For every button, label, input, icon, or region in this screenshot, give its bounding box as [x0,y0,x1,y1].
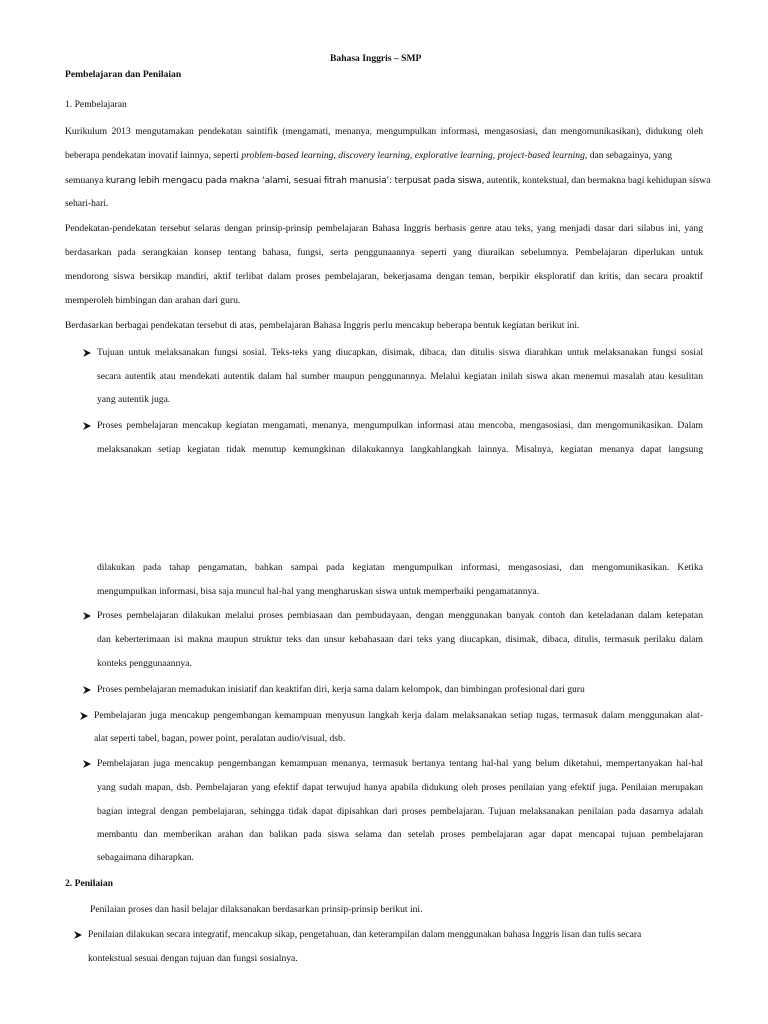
section-heading-penilaian: 2. Penilaian [65,878,113,889]
section-heading-pembelajaran: 1. Pembelajaran [65,99,127,110]
bullet-line: dilakukan pada tahap pengamatan, bahkan sampai pada kegiatan mengumpulkan informasi, mengasosiasi, dan mengomunikasikan. Ketika [97,562,703,573]
arrow-bullet-icon [74,929,83,941]
document-title: Bahasa Inggris – SMP [330,53,422,64]
bullet-line: Proses pembelajaran memadukan inisiatif dan keaktifan diri, kerja sama dalam kelompok, dan bimbingan profesional dari guru [97,684,585,695]
arrow-bullet-icon [83,347,92,359]
bullet-line: secara autentik atau mendekati autentik dalam hal sumber maupun penggunannya. Melalui kegiatan inilah siswa akan menemui masalah atau kesulitan [97,371,703,382]
paragraph-line: Kurikulum 2013 mengutamakan pendekatan saintifik (mengamati, menanya, mengumpulkan informasi, mengasosiasi, dan mengomunikasikan), didukung oleh [65,126,703,137]
paragraph-line: berdasarkan pada serangkaian konsep tentang bahasa, fungsi, serta penggunaannya seperti yang diuraikan sebelumnya. Pembelajaran diperlukan untuk [65,247,703,258]
handwritten-phrase: kurang lebih mengacu pada makna ‘alami, sesuai fitrah manusia’: terpusat pada siswa, [105,176,485,186]
bullet-line: alat seperti tabel, bagan, power point, peralatan audio/visual, dsb. [94,733,346,744]
paragraph-line: semuanya kurang lebih mengacu pada makna ‘alami, sesuai fitrah manusia’: terpusat pada siswa, autentik, kontekstual, dan bermakna bagi kehidupan siswa [65,175,711,186]
bullet-line: mengumpulkan informasi, bisa saja muncul hal-hal yang mengharuskan siswa untuk memperbaiki pengamatannya. [97,586,539,597]
bullet-line: Proses pembelajaran mencakup kegiatan mengamati, menanya, mengumpulkan informasi atau mencoba, mengasosiasi, dan mengomunikasikan. Dalam [97,420,703,431]
bullet-line: bagian integral dengan pembelajaran, sehingga tidak dapat dipisahkan dari proses pembelajaran. Tujuan melaksanakan penilaian pada dasarnya adalah [97,806,703,817]
paragraph-line: mendorong siswa bersikap mandiri, aktif terlibat dalam proses pembelajaran, bekerjasama dengan teman, berpikir eksploratif dan kritis, dan secara proaktif [65,271,703,282]
paragraph-line: sehari-hari. [65,198,109,209]
paragraph-line: Berdasarkan berbagai pendekatan tersebut di atas, pembelajaran Bahasa Inggris perlu mencakup beberapa bentuk kegiatan berikut ini. [65,320,580,331]
bullet-line: Penilaian dilakukan secara integratif, mencakup sikap, pengetahuan, dan keterampilan dalam menggunakan bahasa Inggris lisan dan tulis secara [88,929,642,940]
bullet-line: Proses pembelajaran dilakukan melalui proses pembiasaan dan pembudayaan, dengan menggunakan banyak contoh dan keteladanan dalam ketepatan [97,610,703,621]
bullet-line: yang autentik juga. [97,394,171,405]
paragraph-line: Pendekatan-pendekatan tersebut selaras dengan prinsip-prinsip pembelajaran Bahasa Inggris berbasis genre atau teks, yang menjadi dasar dari silabus ini, yang [65,223,703,234]
paragraph-line: Penilaian proses dan hasil belajar dilaksanakan berdasarkan prinsip-prinsip berikut ini. [90,904,423,915]
arrow-bullet-icon [83,758,92,770]
bullet-line: membantu dan memberikan arahan dan balikan pada siswa selama dan setelah proses pembelajaran agar dapat mencapai tujuan pembelajaran [97,829,703,840]
heading-pembelajaran-penilaian: Pembelajaran dan Penilaian [65,69,182,80]
paragraph-line: memperoleh bimbingan dan arahan dari guru. [65,295,241,306]
arrow-bullet-icon [83,610,92,622]
bullet-line: dan keberterimaan isi makna maupun struktur teks dan unsur kebahasaan dari teks yang diucapkan, disimak, dibaca, ditulis, termasuk perilaku dalam [97,634,703,645]
bullet-line: konteks penggunaannya. [97,658,192,669]
bullet-line: Pembelajaran juga mencakup pengembangan kemampuan menyusun langkah kerja dalam melaksanakan setiap tugas, termasuk dalam menggunakan alat- [94,710,703,721]
arrow-bullet-icon [83,420,92,432]
bullet-line: Tujuan untuk melaksanakan fungsi sosial. Teks-teks yang diucapkan, disimak, dibaca, dan ditulis siswa diarahkan untuk melaksanakan fungsi sosial [97,347,703,358]
bullet-line: yang sudah mapan, dsb. Pembelajaran yang efektif dapat terwujud hanya apabila didukung oleh proses penilaian yang efektif juga. Penilaian merupakan [97,782,703,793]
arrow-bullet-icon [80,710,89,722]
bullet-line: sebagaimana diharapkan. [97,852,194,863]
bullet-line: Pembelajaran juga mencakup pengembangan kemampuan menanya, termasuk bertanya tentang hal-hal yang belum diketahui, mempertanyakan hal-hal [97,758,703,769]
bullet-line: melaksanakan setiap kegiatan tidak menutup kemungkinan dilakukannya langkahlangkah lainnya. Misalnya, kegiatan menanya dapat langsung [97,444,703,455]
bullet-line: kontekstual sesuai dengan tujuan dan fungsi sosialnya. [88,953,298,964]
arrow-bullet-icon [83,684,92,696]
paragraph-line: beberapa pendekatan inovatif lainnya, seperti problem-based learning, discovery learning, explorative learning, project-based learning, dan sebagainya, yang [65,150,673,161]
